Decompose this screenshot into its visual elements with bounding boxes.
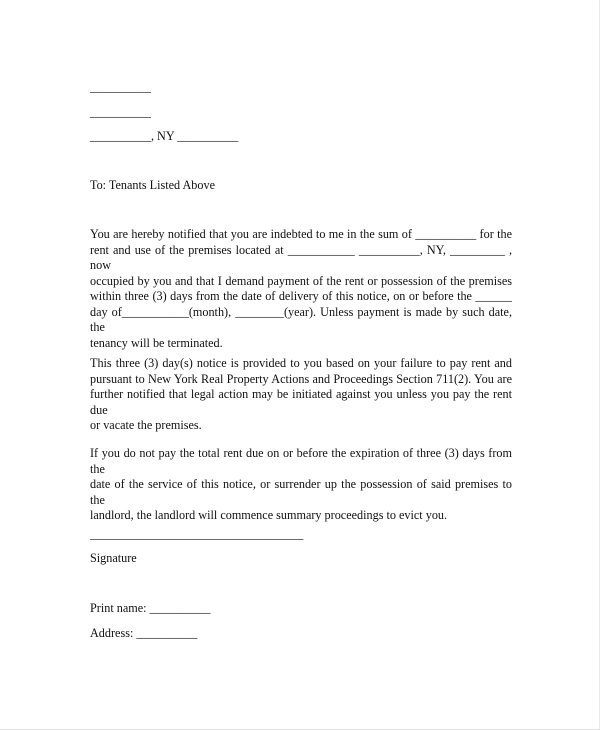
paragraph-line: rent and use of the premises located at ___________ __________, NY, _________ , now [90,242,512,272]
paragraph-line: date of the service of this notice, or surrender up the possession of said premises to the [90,477,512,507]
address-field: Address: __________ [90,626,198,640]
print-name-field: Print name: __________ [90,601,211,615]
paragraph-line: landlord, the landlord will commence summary proceedings to evict you. [90,508,448,522]
header-city-state-line: __________, NY __________ [90,129,239,143]
paragraph-line: further notified that legal action may be initiated against you unless you pay the rent due [90,387,512,417]
header-blank-line-1: __________ [90,80,151,94]
paragraph-line: day of___________(month), ________(year). Unless payment is made by such date, the [90,304,512,334]
paragraph-legal-basis [90,356,512,434]
paragraph-payment-demand [90,227,512,351]
paragraph-line: This three (3) day(s) notice is provided to you based on your failure to pay rent and [90,356,512,370]
paragraph-line: tenancy will be terminated. [90,335,223,350]
signature-label: Signature [90,551,137,565]
paragraph-line: If you do not pay the total rent due on or before the expiration of three (3) days from the [90,446,512,476]
paragraph-line: or vacate the premises. [90,418,202,432]
header-blank-line-2: __________ [90,105,151,119]
salutation: To: Tenants Listed Above [90,178,216,192]
paragraph-line: pursuant to New York Real Property Actions and Proceedings Section 711(2). You are [90,371,512,386]
paragraph-eviction-warning [90,446,512,524]
paragraph-line: You are hereby notified that you are indebted to me in the sum of __________ for the [90,227,512,241]
paragraph-line: occupied by you and that I demand payment of the rent or possession of the premises [90,273,512,288]
signature-line: ___________________________________ [90,527,304,541]
paragraph-line: within three (3) days from the date of delivery of this notice, on or before the ______ [90,289,512,303]
